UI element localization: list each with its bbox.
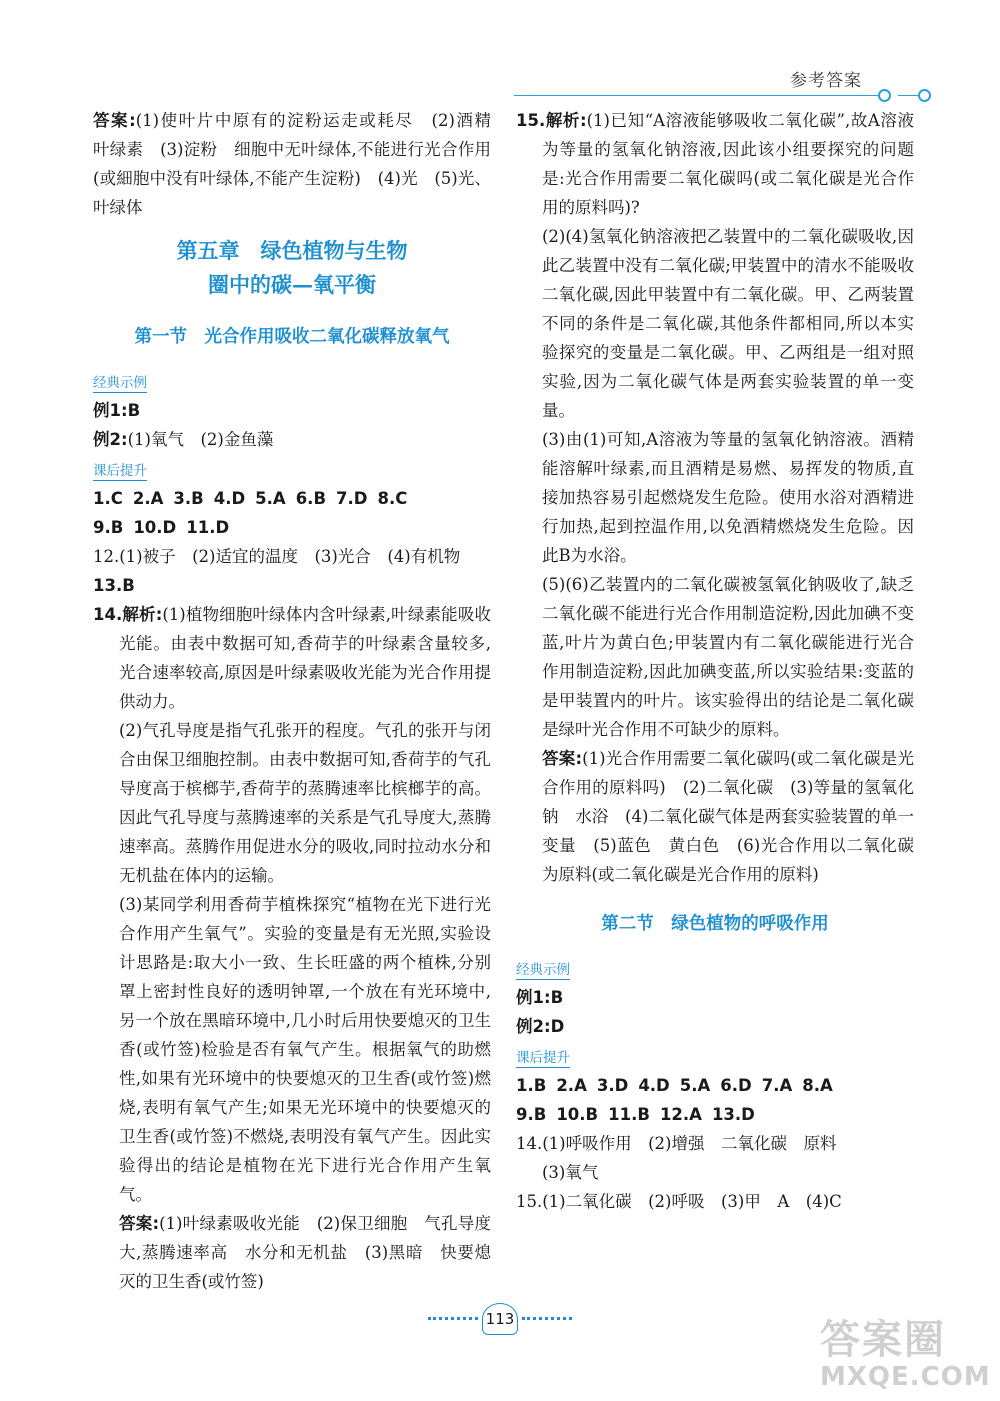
footer-dots-left <box>428 1317 478 1320</box>
header-title: 参考答案 <box>790 71 862 91</box>
question-14-answer: 答案:(1)叶绿素吸收光能 (2)保卫细胞 气孔导度大,蒸腾速率高 水分和无机盐 (3)黑暗 快要熄灭的卫生香(或竹签) <box>119 1214 491 1291</box>
example-1: 例1:B <box>93 401 141 420</box>
chapter-title: 第五章 绿色植物与生物 圈中的碳—氧平衡 <box>176 238 408 297</box>
tag-examples: 经典示例 <box>93 375 147 391</box>
tag-examples: 经典示例 <box>516 962 570 978</box>
header-rule-tail <box>898 95 920 96</box>
section-title-2: 第二节 绿色植物的呼吸作用 <box>601 914 829 934</box>
question-15-answer: 答案:(1)光合作用需要二氧化碳吗(或二氧化碳是光合作用的原料吗) (2)二氧化碳 (3)等量的氢氧化钠 水浴 (4)二氧化碳气体是两套实验装置的单一变量 (5)蓝色 黄白色 (6)光合作用以二氧化碳为原料(或二氧化碳是光合作用的原料) <box>542 749 914 884</box>
section-title-1: 第一节 光合作用吸收二氧化碳释放氧气 <box>134 327 450 347</box>
answer-intro: 答案:(1)使叶片中原有的淀粉运走或耗尽 (2)酒精 叶绿素 (3)淀粉 细胞中无叶绿体,不能进行光合作用(或細胞中没有叶绿体,不能产生淀粉) (4)光 (5)光、叶绿体 <box>93 111 508 217</box>
question-14-analysis-1: 14.解析:(1)植物细胞叶绿体内含叶绿素,叶绿素能吸收光能。由表中数据可知,香荷芋的叶绿素含量较多,光合速率较高,原因是叶绿素吸收光能为光合作用提供动力。 <box>93 605 491 711</box>
tag-after-class: 课后提升 <box>516 1050 570 1066</box>
question-15-analysis-3: (3)由(1)可知,A溶液为等量的氢氧化钠溶液。酒精能溶解叶绿素,而且酒精是易燃、易挥发的物质,直接加热容易引起燃烧发生危险。使用水浴对酒精进行加热,起到控温作用,以免酒精燃烧发生危险。因此B为水浴。 <box>542 430 914 565</box>
mc-answers-row-2: 9.B 10.B 11.B 12.A 13.D <box>516 1105 755 1124</box>
question-13-answer: 13.B <box>93 576 135 595</box>
footer-dots-right <box>522 1317 572 1320</box>
question-15-analysis-4: (5)(6)乙装置内的二氧化碳被氢氧化钠吸收了,缺乏二氧化碳不能进行光合作用制造淀粉,因此加碘不变蓝,叶片为黄白色;甲装置内有二氧化碳能进行光合作用制造淀粉,因此加碘变蓝,所以实验结果:变蓝的是甲装置内的叶片。该实验得出的结论是二氧化碳是绿叶光合作用不可缺少的原料。 <box>542 575 914 739</box>
question-12-answer: 12.(1)被子 (2)适宜的温度 (3)光合 (4)有机物 <box>93 547 461 566</box>
question-14-analysis-2: (2)气孔导度是指气孔张开的程度。气孔的张开与闭合由保卫细胞控制。由表中数据可知,香荷芋的气孔导度高于槟榔芋,香荷芋的蒸腾速率比槟榔芋的高。因此气孔导度与蒸腾速率的关系是气孔导度大,蒸腾速率高。蒸腾作用促进水分的吸收,同时拉动水分和无机盐在体内的运输。 <box>119 721 491 885</box>
example-2: 例2:(1)氧气 (2)金鱼藻 <box>93 430 274 449</box>
mc-answers-row-1: 1.C 2.A 3.B 4.D 5.A 6.B 7.D 8.C <box>93 489 408 508</box>
header-circle-decoration <box>878 89 891 102</box>
question-14-answer-cont: (3)氧气 <box>542 1163 599 1182</box>
question-15-analysis-1: 15.解析:(1)已知“A溶液能够吸收二氧化碳”,故A溶液为等量的氢氧化钠溶液,因此该小组要探究的问题是:光合作用需要二氧化碳吗(或二氧化碳是光合作用的原料吗)? <box>516 111 914 217</box>
example-1: 例1:B <box>516 988 564 1007</box>
tag-after-class: 课后提升 <box>93 463 147 479</box>
header-circle-decoration <box>918 89 931 102</box>
question-14-analysis-3: (3)某同学利用香荷芋植株探究“植物在光下进行光合作用产生氧气”。实验的变量是有无光照,实验设计思路是:取大小一致、生长旺盛的两个植株,分别罩上密封性良好的透明钟罩,一个放在有光环境中,另一个放在黑暗环境中,几小时后用快要熄灭的卫生香(或竹签)检验是否有氧气产生。根据氧气的助燃性,如果有光环境中的快要熄灭的卫生香(或竹签)燃烧,表明有氧气产生;如果无光环境中的快要熄灭的卫生香(或竹签)不燃烧,表明没有氧气产生。因此实验得出的结论是植物在光下进行光合作用产生氧气。 <box>119 895 491 1204</box>
question-14-answer: 14.(1)呼吸作用 (2)增强 二氧化碳 原料 <box>516 1134 837 1153</box>
page-number: 113 <box>482 1303 518 1335</box>
mc-answers-row-1: 1.B 2.A 3.D 4.D 5.A 6.D 7.A 8.A <box>516 1076 833 1095</box>
example-2: 例2:D <box>516 1017 565 1036</box>
left-column <box>93 106 508 1296</box>
mc-answers-row-2: 9.B 10.D 11.D <box>93 518 230 537</box>
header-rule <box>514 95 886 96</box>
question-15-analysis-2: (2)(4)氢氧化钠溶液把乙装置中的二氧化碳吸收,因此乙装置中没有二氧化碳;甲装置中的清水不能吸收二氧化碳,因此甲装置中有二氧化碳。甲、乙两装置不同的条件是二氧化碳,其他条件都相同,所以本实验探究的变量是二氧化碳。甲、乙两组是一组对照实验,因为二氧化碳气体是两套实验装置的单一变量。 <box>542 227 914 420</box>
watermark-logo: 答案圈 MXQE.COM <box>820 1317 991 1392</box>
question-15-answer: 15.(1)二氧化碳 (2)呼吸 (3)甲 A (4)C <box>516 1192 842 1211</box>
right-column <box>516 106 914 1216</box>
